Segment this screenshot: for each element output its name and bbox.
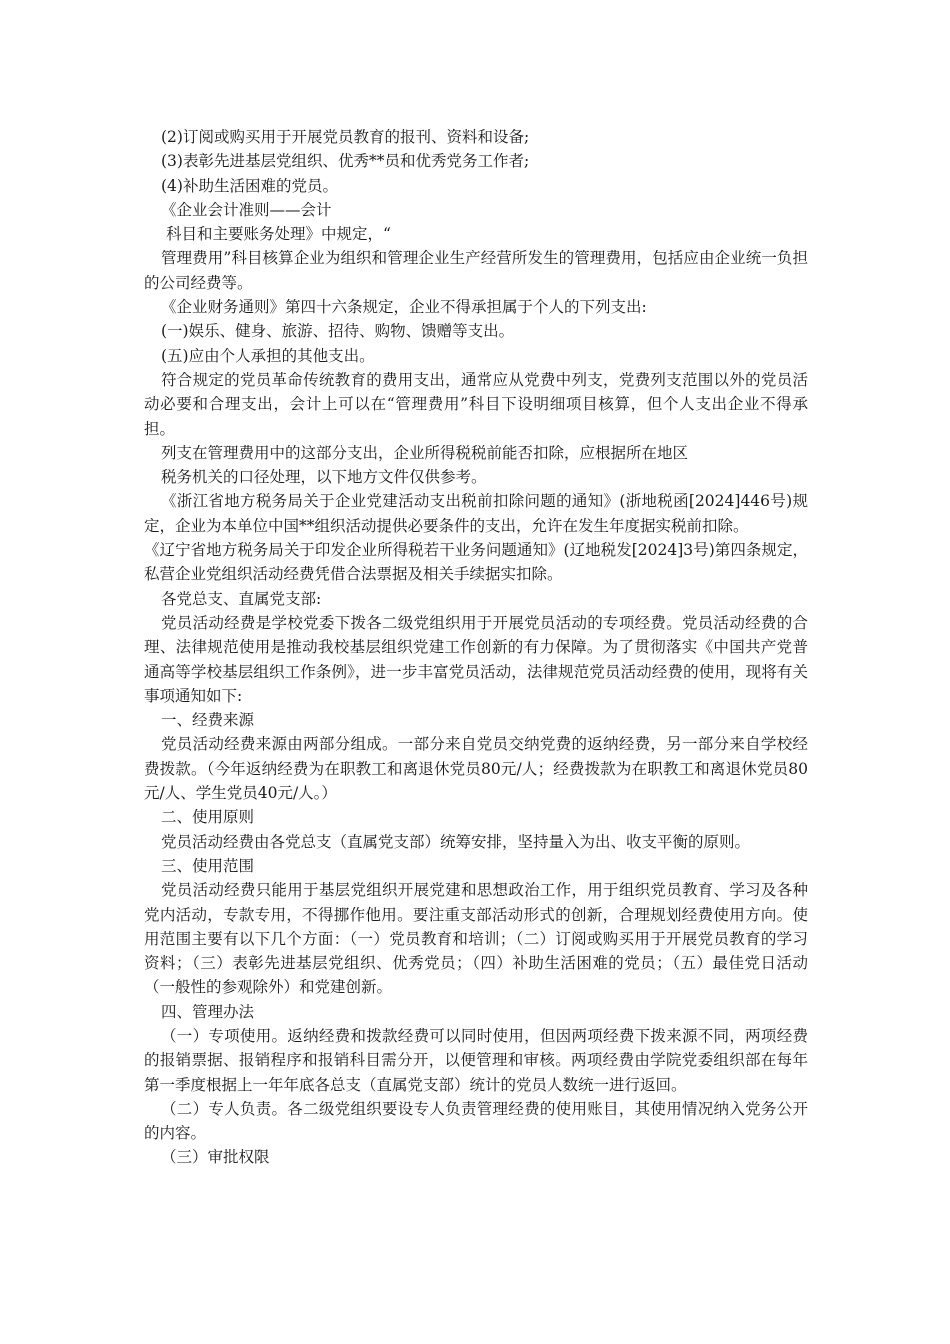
paragraph: (3)表彰先进基层党组织、优秀**员和优秀党务工作者; xyxy=(161,152,530,171)
section-heading: 一、经费来源 xyxy=(161,711,255,730)
paragraph: (一)娱乐、健身、旅游、招待、购物、馈赠等支出。 xyxy=(161,322,515,341)
section-heading: 四、管理办法 xyxy=(161,1002,255,1021)
paragraph: 《企业会计准则——会计 xyxy=(161,200,332,219)
paragraph: 管理费用”科目核算企业为组织和管理企业生产经营所发生的管理费用，包括应由企业统一负担的公司经费等。 xyxy=(144,249,808,292)
paragraph: （一）专项使用。返纳经费和拨款经费可以同时使用，但因两项经费下拨来源不同，两项经费的报销票据、报销程序和报销科目需分开，以便管理和审核。两项经费由学院党委组织部在每年第一季度根据上一年年底各总支（直属党支部）统计的党员人数统一进行返回。 xyxy=(144,1026,808,1094)
paragraph: 《企业财务通则》第四十六条规定，企业不得承担属于个人的下列支出: xyxy=(161,298,647,317)
paragraph: 符合规定的党员革命传统教育的费用支出，通常应从党费中列支，党费列支范围以外的党员活动必要和合理支出，会计上可以在“管理费用”科目下设明细项目核算，但个人支出企业不得承担。 xyxy=(144,370,808,438)
paragraph: (4)补助生活困难的党员。 xyxy=(161,176,338,195)
paragraph: 《辽宁省地方税务局关于印发企业所得税若干业务问题通知》(辽地税发[2024]3号)第四条规定，私营企业党组织活动经费凭借合法票据及相关手续据实扣除。 xyxy=(144,541,808,584)
paragraph: （三）审批权限 xyxy=(161,1148,270,1167)
paragraph: (五)应由个人承担的其他支出。 xyxy=(161,346,375,365)
paragraph: 党员活动经费是学校党委下拨各二级党组织用于开展党员活动的专项经费。党员活动经费的合理、法律规范使用是推动我校基层组织党建工作创新的有力保障。为了贯彻落实《中国共产党普通高等学校基层组织工作条例》，进一步丰富党员活动，法律规范党员活动经费的使用，现将有关事项通知如下: xyxy=(144,613,808,705)
paragraph: 《浙江省地方税务局关于企业党建活动支出税前扣除问题的通知》(浙地税函[2024]446号)规定，企业为本单位中国**组织活动提供必要条件的支出，允许在发生年度据实税前扣除。 xyxy=(144,492,808,535)
section-heading: 二、使用原则 xyxy=(161,808,255,827)
paragraph: 党员活动经费来源由两部分组成。一部分来自党员交纳党费的返纳经费，另一部分来自学校经费拨款。（今年返纳经费为在职教工和离退休党员80元/人；经费拨款为在职教工和离退休党员80元/人、学生党员40元/人。） xyxy=(144,735,808,803)
paragraph: 党员活动经费由各党总支（直属党支部）统筹安排，坚持量入为出、收支平衡的原则。 xyxy=(161,832,751,851)
paragraph: 党员活动经费只能用于基层党组织开展党建和思想政治工作，用于组织党员教育、学习及各种党内活动，专款专用，不得挪作他用。要注重支部活动形式的创新，合理规划经费使用方向。使用范围主要有以下几个方面：（一）党员教育和培训；（二）订阅或购买用于开展党员教育的学习资料；（三）表彰先进基层党组织、优秀党员；（四）补助生活困难的党员；（五）最佳党日活动（一般性的参观除外）和党建创新。 xyxy=(144,881,808,997)
paragraph: 税务机关的口径处理，以下地方文件仅供参考。 xyxy=(161,468,487,487)
paragraph: (2)订阅或购买用于开展党员教育的报刊、资料和设备; xyxy=(161,128,530,146)
paragraph: 各党总支、直属党支部: xyxy=(161,589,322,608)
paragraph: 列支在管理费用中的这部分支出，企业所得税税前能否扣除，应根据所在地区 xyxy=(161,443,689,462)
section-heading: 三、使用范围 xyxy=(161,856,255,875)
paragraph: 科目和主要账务处理》中规定，“ xyxy=(166,225,391,244)
paragraph: （二）专人负责。各二级党组织要设专人负责管理经费的使用账目，其使用情况纳入党务公开的内容。 xyxy=(144,1099,808,1143)
document-body xyxy=(144,125,808,1170)
